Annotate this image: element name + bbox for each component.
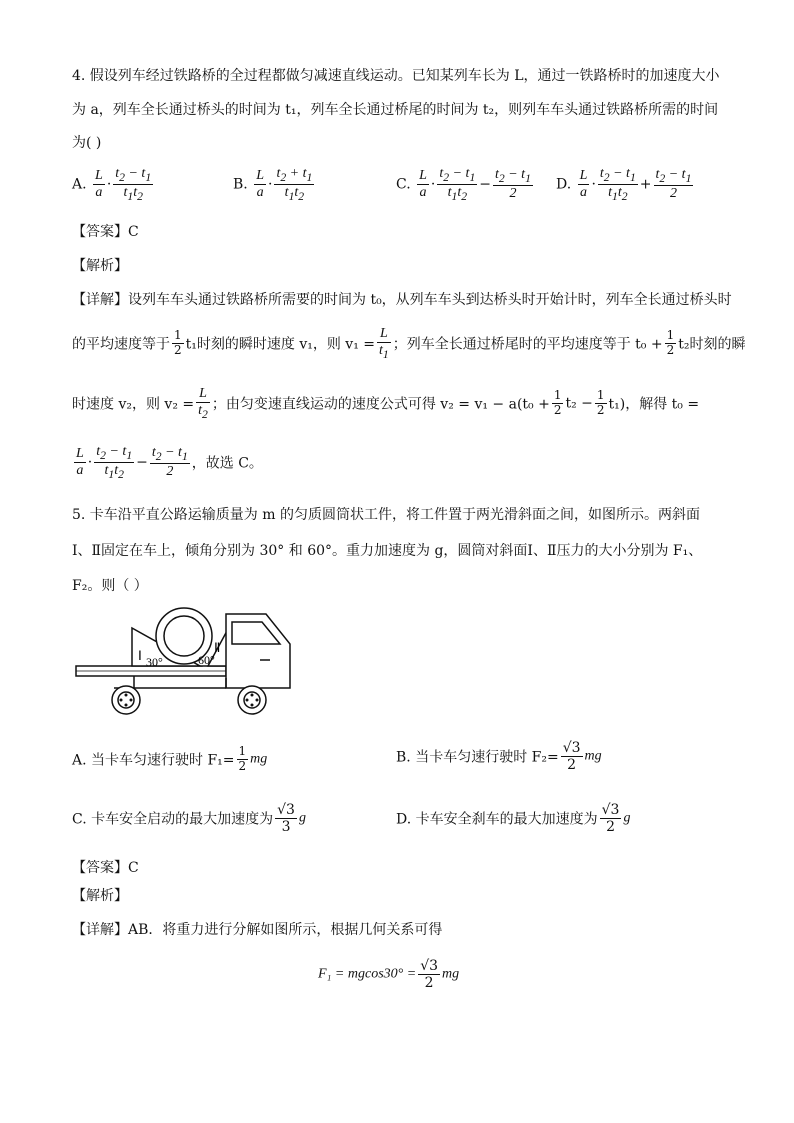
q4-detail3-part-b: ；由匀变速直线运动的速度公式可得 v₂ = v₁ − a(t₀ + — [211, 396, 550, 413]
q5-option-b: B. 当卡车匀速行驶时 F₂= $\frac{√3}{2}$ mg — [396, 740, 602, 774]
q4-detail2-part-d: t₂时刻的瞬 — [678, 336, 746, 353]
q4-option-c: C. $\frac{L}{a}$ · $\frac{t_2 - t_1}{t_1t_2}$ − $\frac{t_2 - t_1}{2}$ — [396, 166, 531, 204]
q4-detail-line2: 的平均速度等于 $\frac{1}{2}$ t₁时刻的瞬时速度 v₁，则 v₁ = $\frac{L}{t_1}$ ；列车全长通过桥尾时的平均速度等于 t₀ + $\frac{1}{2}$ t₂时刻的瞬 — [72, 326, 746, 361]
angle-60-label: 60° — [198, 653, 215, 667]
q4-option-a-label: A. — [72, 176, 87, 193]
q5-analysis-heading: 【解析】 — [72, 888, 128, 904]
q5-formula-rhs: mg — [442, 966, 460, 982]
q4-detail3-part-c: t₂ − — [565, 395, 593, 412]
q4-analysis-heading: 【解析】 — [72, 258, 128, 274]
q4-option-b-formula: $\frac{L}{a}$ — [256, 168, 264, 201]
q4-option-d: D. $\frac{L}{a}$ · $\frac{t_2 - t_1}{t_1t_2}$ + $\frac{t_2 - t_1}{2}$ — [556, 166, 692, 204]
q4-option-b-label: B. — [233, 176, 248, 193]
q4-detail3-part-a: 时速度 v₂，则 v₂ = — [72, 396, 195, 413]
q4-stem-line3: 为( ) — [72, 135, 102, 151]
q4-option-d-label: D. — [556, 176, 572, 193]
angle-30-label: 30° — [146, 655, 163, 669]
q4-detail-line4: $\frac{L}{a}$ · $\frac{t_2 - t_1}{t_1t_2}$ − $\frac{t_2 - t_1}{2}$ ，故选 C。 — [76, 444, 263, 482]
q5-option-a-text: A. 当卡车匀速行驶时 F₁= — [72, 752, 235, 769]
q4-detail4-text: ，故选 C。 — [191, 455, 263, 472]
incline-2-label: Ⅱ — [214, 640, 221, 655]
q5-answer: 【答案】C — [72, 860, 139, 876]
q5-detail-line1: 【详解】AB．将重力进行分解如图所示，根据几何关系可得 — [72, 922, 443, 938]
q4-detail3-part-d: t₁)，解得 t₀ = — [608, 396, 700, 413]
incline-1-label: Ⅰ — [138, 648, 142, 663]
q5-option-d-text: D. 卡车安全刹车的最大加速度为 — [396, 811, 598, 828]
q5-option-b-text: B. 当卡车匀速行驶时 F₂= — [396, 749, 559, 766]
q5-option-c-text: C. 卡车安全启动的最大加速度为 — [72, 811, 274, 828]
q4-option-a: A. $\frac{L}{a}$ · $\frac{t_2 - t_1}{t_1t_2}$ — [72, 166, 152, 204]
q4-detail2-part-b: t₁时刻的瞬时速度 v₁，则 v₁ = — [185, 336, 376, 353]
q5-stem-line2: Ⅰ、Ⅱ固定在车上，倾角分别为 30° 和 60°。重力加速度为 g，圆筒对斜面Ⅰ、Ⅱ压力的大小分别为 F₁、 — [72, 543, 703, 559]
q4-detail2-part-c: ；列车全长通过桥尾时的平均速度等于 t₀ + — [392, 336, 663, 353]
q5-option-a: A. 当卡车匀速行驶时 F₁= $\frac{1}{2}$ mg — [72, 744, 268, 773]
q5-stem-line1: 5. 卡车沿平直公路运输质量为 m 的匀质圆筒状工件，将工件置于两光滑斜面之间，如图所示。两斜面 — [72, 507, 700, 523]
q4-detail-line3: 时速度 v₂，则 v₂ = $\frac{L}{t_2}$ ；由匀变速直线运动的速度公式可得 v₂ = v₁ − a(t₀ + $\frac{1}{2}$ t₂ − $\frac{1}{2}$ t₁)，解得 t₀ = — [72, 386, 700, 421]
q4-answer: 【答案】C — [72, 224, 139, 240]
q4-stem-line1: 4. 假设列车经过铁路桥的全过程都做匀减速直线运动。已知某列车长为 L，通过一铁路桥时的加速度大小 — [72, 68, 720, 84]
q4-option-c-formula: $\frac{L}{a}$ — [419, 168, 427, 201]
q5-formula: F₁ = mgcos30° = $\frac{√3}{2}$ mg — [318, 958, 460, 992]
q4-option-d-formula: $\frac{L}{a}$ — [579, 168, 588, 201]
q5-option-c: C. 卡车安全启动的最大加速度为 $\frac{√3}{3}$ g — [72, 802, 306, 836]
q4-detail2-part-a: 的平均速度等于 — [72, 336, 170, 353]
q5-option-d: D. 卡车安全刹车的最大加速度为 $\frac{√3}{2}$ g — [396, 802, 631, 836]
q5-formula-lhs: F₁ = mgcos30° = — [318, 966, 417, 982]
q4-option-a-formula: $\frac{L}{a}$ — [95, 168, 103, 201]
q4-option-c-label: C. — [396, 176, 411, 193]
truck-figure — [74, 600, 304, 722]
q4-stem-line2: 为 a，列车全长通过桥头的时间为 t₁，列车全长通过桥尾的时间为 t₂，则列车车头通过铁路桥所需的时间 — [72, 102, 719, 118]
q4-option-b: B. $\frac{L}{a}$ · $\frac{t_2 + t_1}{t_1t_2}$ — [233, 166, 313, 204]
q4-detail-line1: 【详解】设列车车头通过铁路桥所需要的时间为 t₀，从列车车头到达桥头时开始计时，列车全长通过桥头时 — [72, 292, 732, 308]
q5-stem-line3: F₂。则（ ） — [72, 578, 148, 594]
